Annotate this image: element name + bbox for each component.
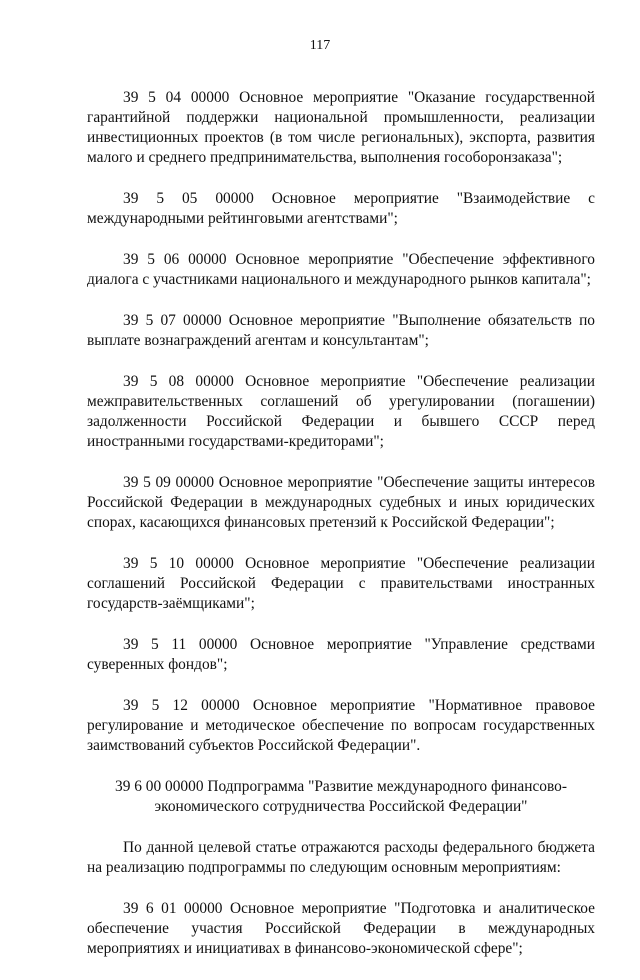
paragraph-39-5-09: 39 5 09 00000 Основное мероприятие "Обеспечение защиты интересов Российской Федерации в международных судебных и иных юридических спорах, касающихся финансовых претензий к Российской Федерации";	[87, 474, 595, 531]
page-number: 117	[309, 38, 331, 53]
paragraph-39-5-12: 39 5 12 00000 Основное мероприятие "Нормативное правовое регулирование и методическое обеспечение по вопросам государственных заимствований субъектов Российской Федерации".	[87, 697, 595, 754]
paragraph-39-5-10: 39 5 10 00000 Основное мероприятие "Обеспечение реализации соглашений Российской Федерации с правительствами иностранных государств-заёмщиками";	[87, 555, 595, 612]
paragraph-intro: По данной целевой статье отражаются расходы федерального бюджета на реализацию подпрограммы по следующим основным мероприятиям:	[87, 839, 595, 876]
paragraph-39-5-04: 39 5 04 00000 Основное мероприятие "Оказание государственной гарантийной поддержки национальной промышленности, реализации инвестиционных проектов (в том числе региональных), экспорта, развития малого и среднего предпринимательства, выполнения гособоронзаказа";	[87, 89, 595, 166]
paragraph-39-5-08: 39 5 08 00000 Основное мероприятие "Обеспечение реализации межправительственных соглашений об урегулировании (погашении) задолженности Российской Федерации и бывшего СССР перед иностранными государствами-кредиторами";	[87, 373, 595, 450]
paragraph-39-6-01: 39 6 01 00000 Основное мероприятие "Подготовка и аналитическое обеспечение участия Российской Федерации в международных мероприятиях и инициативах в финансово-экономической сфере";	[87, 900, 595, 957]
subprogram-heading: 39 6 00 00000 Подпрограмма "Развитие международного финансово-экономического сотрудничества Российской Федерации"	[115, 778, 567, 815]
paragraph-39-5-05: 39 5 05 00000 Основное мероприятие "Взаимодействие с международными рейтинговыми агентствами";	[87, 190, 595, 227]
paragraph-39-5-07: 39 5 07 00000 Основное мероприятие "Выполнение обязательств по выплате вознаграждений агентам и консультантам";	[87, 312, 595, 349]
paragraph-39-5-06: 39 5 06 00000 Основное мероприятие "Обеспечение эффективного диалога с участниками национального и международного рынков капитала";	[87, 251, 595, 288]
document-body	[87, 88, 595, 980]
paragraph-39-5-11: 39 5 11 00000 Основное мероприятие "Управление средствами суверенных фондов";	[87, 636, 595, 673]
